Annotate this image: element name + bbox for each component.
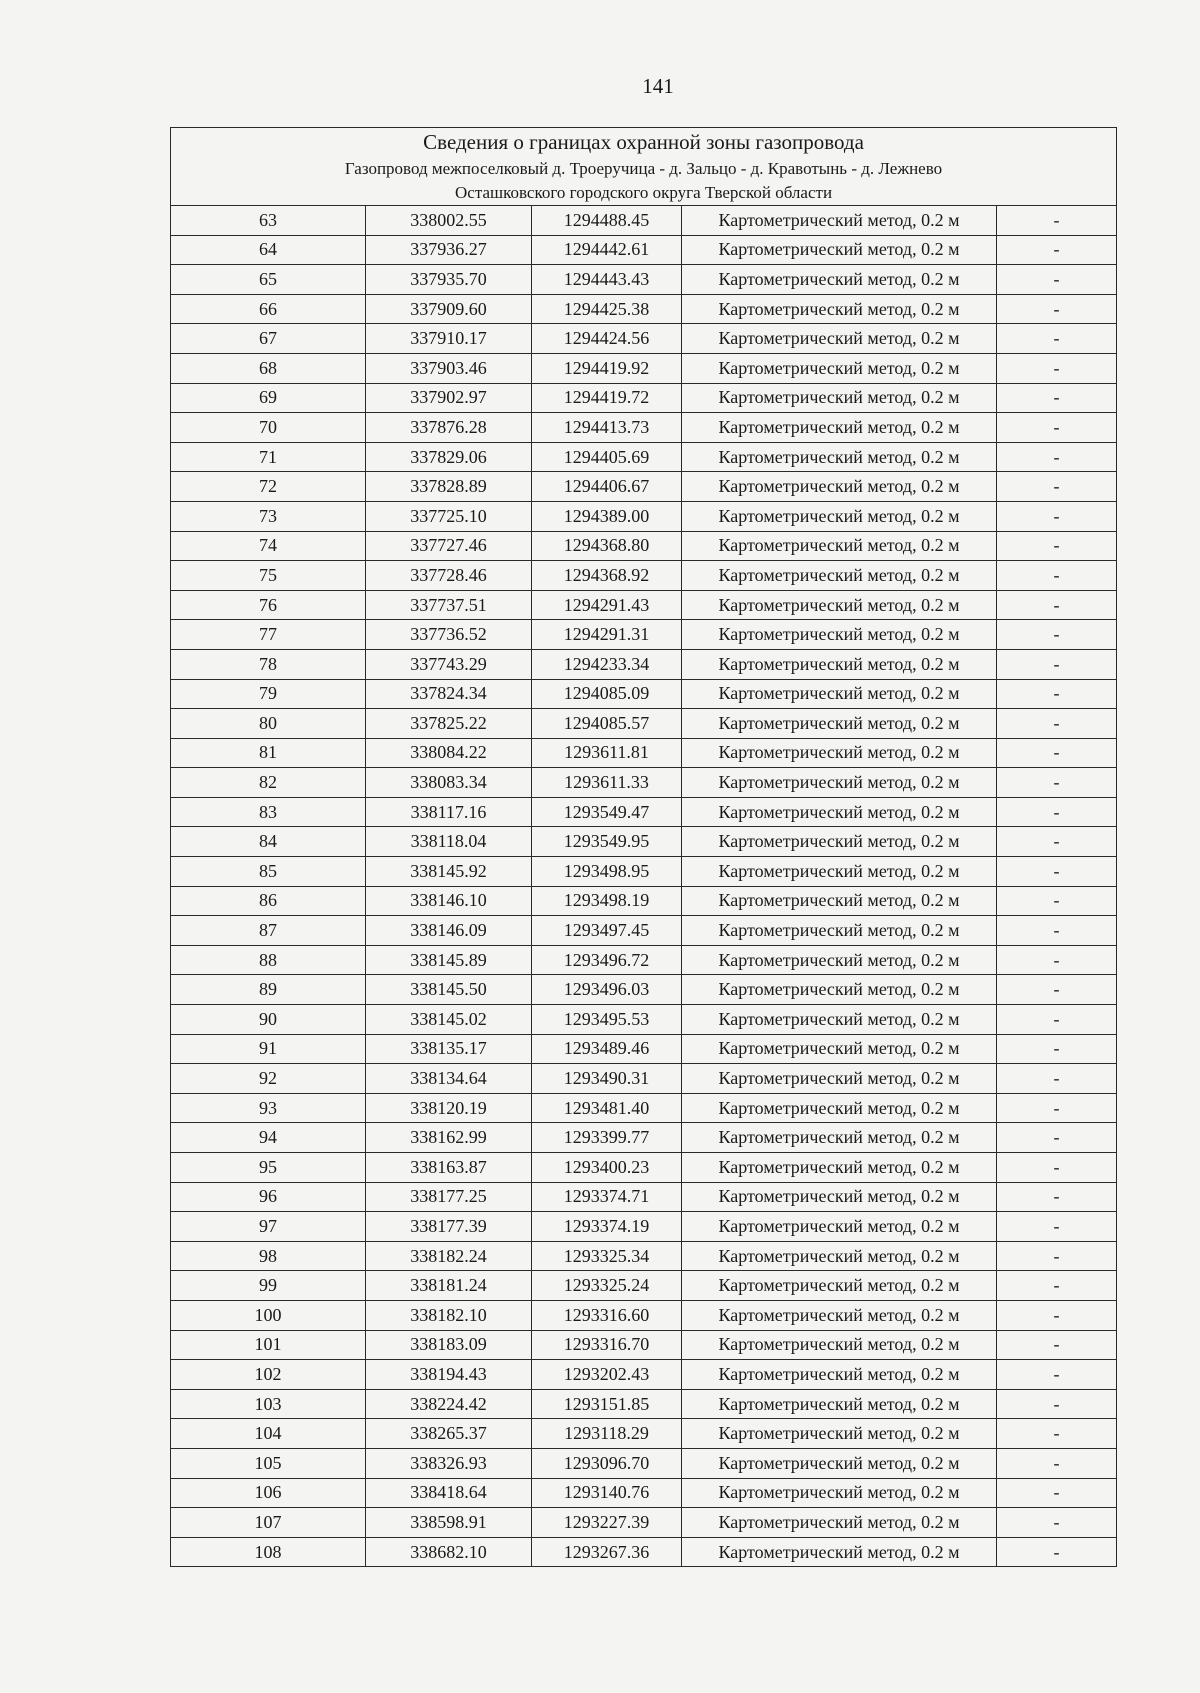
method-cell: Картометрический метод, 0.2 м (682, 1419, 997, 1449)
note-cell: - (997, 413, 1117, 443)
x-coordinate-cell: 338134.64 (366, 1064, 532, 1094)
x-coordinate-cell: 337910.17 (366, 324, 532, 354)
table-row (171, 1064, 1117, 1094)
table-row (171, 265, 1117, 295)
table-row (171, 768, 1117, 798)
point-number-cell: 108 (171, 1537, 366, 1567)
y-coordinate-cell: 1294368.80 (532, 531, 682, 561)
point-number-cell: 78 (171, 649, 366, 679)
method-cell: Картометрический метод, 0.2 м (682, 1153, 997, 1183)
y-coordinate-cell: 1293316.60 (532, 1300, 682, 1330)
x-coordinate-cell: 337737.51 (366, 590, 532, 620)
table-row (171, 1478, 1117, 1508)
point-number-cell: 76 (171, 590, 366, 620)
method-cell: Картометрический метод, 0.2 м (682, 383, 997, 413)
note-cell: - (997, 353, 1117, 383)
point-number-cell: 64 (171, 235, 366, 265)
note-cell: - (997, 324, 1117, 354)
x-coordinate-cell: 338145.92 (366, 857, 532, 887)
method-cell: Картометрический метод, 0.2 м (682, 294, 997, 324)
point-number-cell: 73 (171, 501, 366, 531)
method-cell: Картометрический метод, 0.2 м (682, 1241, 997, 1271)
x-coordinate-cell: 337903.46 (366, 353, 532, 383)
point-number-cell: 74 (171, 531, 366, 561)
note-cell: - (997, 827, 1117, 857)
note-cell: - (997, 1271, 1117, 1301)
y-coordinate-cell: 1294085.57 (532, 709, 682, 739)
y-coordinate-cell: 1294425.38 (532, 294, 682, 324)
method-cell: Картометрический метод, 0.2 м (682, 590, 997, 620)
point-number-cell: 80 (171, 709, 366, 739)
note-cell: - (997, 797, 1117, 827)
table-row (171, 1330, 1117, 1360)
y-coordinate-cell: 1293374.19 (532, 1212, 682, 1242)
y-coordinate-cell: 1293496.03 (532, 975, 682, 1005)
point-number-cell: 75 (171, 561, 366, 591)
x-coordinate-cell: 338182.10 (366, 1300, 532, 1330)
method-cell: Картометрический метод, 0.2 м (682, 1508, 997, 1538)
y-coordinate-cell: 1294406.67 (532, 472, 682, 502)
note-cell: - (997, 472, 1117, 502)
table-row (171, 1034, 1117, 1064)
x-coordinate-cell: 338146.10 (366, 886, 532, 916)
table-row (171, 531, 1117, 561)
note-cell: - (997, 1360, 1117, 1390)
table-row (171, 857, 1117, 887)
note-cell: - (997, 206, 1117, 236)
note-cell: - (997, 501, 1117, 531)
x-coordinate-cell: 338118.04 (366, 827, 532, 857)
method-cell: Картометрический метод, 0.2 м (682, 620, 997, 650)
point-number-cell: 92 (171, 1064, 366, 1094)
point-number-cell: 105 (171, 1448, 366, 1478)
table-row (171, 649, 1117, 679)
note-cell: - (997, 1537, 1117, 1567)
y-coordinate-cell: 1293549.95 (532, 827, 682, 857)
table-body (171, 206, 1117, 1567)
note-cell: - (997, 1064, 1117, 1094)
x-coordinate-cell: 337935.70 (366, 265, 532, 295)
x-coordinate-cell: 338145.50 (366, 975, 532, 1005)
x-coordinate-cell: 338002.55 (366, 206, 532, 236)
y-coordinate-cell: 1293611.33 (532, 768, 682, 798)
note-cell: - (997, 442, 1117, 472)
note-cell: - (997, 1241, 1117, 1271)
y-coordinate-cell: 1294442.61 (532, 235, 682, 265)
method-cell: Картометрический метод, 0.2 м (682, 1478, 997, 1508)
table-row (171, 294, 1117, 324)
table-row (171, 383, 1117, 413)
method-cell: Картометрический метод, 0.2 м (682, 827, 997, 857)
x-coordinate-cell: 337828.89 (366, 472, 532, 502)
method-cell: Картометрический метод, 0.2 м (682, 1389, 997, 1419)
table-subtitle-row (171, 157, 1117, 206)
x-coordinate-cell: 338083.34 (366, 768, 532, 798)
y-coordinate-cell: 1293489.46 (532, 1034, 682, 1064)
point-number-cell: 99 (171, 1271, 366, 1301)
method-cell: Картометрический метод, 0.2 м (682, 1448, 997, 1478)
method-cell: Картометрический метод, 0.2 м (682, 1360, 997, 1390)
point-number-cell: 85 (171, 857, 366, 887)
point-number-cell: 79 (171, 679, 366, 709)
note-cell: - (997, 1153, 1117, 1183)
note-cell: - (997, 1508, 1117, 1538)
method-cell: Картометрический метод, 0.2 м (682, 324, 997, 354)
y-coordinate-cell: 1294419.92 (532, 353, 682, 383)
point-number-cell: 86 (171, 886, 366, 916)
note-cell: - (997, 265, 1117, 295)
table-row (171, 206, 1117, 236)
x-coordinate-cell: 338224.42 (366, 1389, 532, 1419)
y-coordinate-cell: 1293399.77 (532, 1123, 682, 1153)
x-coordinate-cell: 338177.25 (366, 1182, 532, 1212)
x-coordinate-cell: 338194.43 (366, 1360, 532, 1390)
point-number-cell: 68 (171, 353, 366, 383)
method-cell: Картометрический метод, 0.2 м (682, 1330, 997, 1360)
y-coordinate-cell: 1293267.36 (532, 1537, 682, 1567)
y-coordinate-cell: 1293400.23 (532, 1153, 682, 1183)
point-number-cell: 107 (171, 1508, 366, 1538)
point-number-cell: 106 (171, 1478, 366, 1508)
y-coordinate-cell: 1294413.73 (532, 413, 682, 443)
x-coordinate-cell: 337725.10 (366, 501, 532, 531)
point-number-cell: 93 (171, 1093, 366, 1123)
note-cell: - (997, 649, 1117, 679)
note-cell: - (997, 945, 1117, 975)
point-number-cell: 101 (171, 1330, 366, 1360)
y-coordinate-cell: 1293498.19 (532, 886, 682, 916)
y-coordinate-cell: 1294443.43 (532, 265, 682, 295)
method-cell: Картометрический метод, 0.2 м (682, 679, 997, 709)
table-row (171, 1182, 1117, 1212)
note-cell: - (997, 916, 1117, 946)
table-row (171, 709, 1117, 739)
table-row (171, 620, 1117, 650)
y-coordinate-cell: 1294368.92 (532, 561, 682, 591)
method-cell: Картометрический метод, 0.2 м (682, 442, 997, 472)
method-cell: Картометрический метод, 0.2 м (682, 472, 997, 502)
x-coordinate-cell: 337936.27 (366, 235, 532, 265)
table-row (171, 886, 1117, 916)
method-cell: Картометрический метод, 0.2 м (682, 531, 997, 561)
x-coordinate-cell: 338145.02 (366, 1005, 532, 1035)
method-cell: Картометрический метод, 0.2 м (682, 1093, 997, 1123)
point-number-cell: 77 (171, 620, 366, 650)
x-coordinate-cell: 338682.10 (366, 1537, 532, 1567)
point-number-cell: 81 (171, 738, 366, 768)
point-number-cell: 98 (171, 1241, 366, 1271)
table-row (171, 324, 1117, 354)
point-number-cell: 70 (171, 413, 366, 443)
x-coordinate-cell: 337909.60 (366, 294, 532, 324)
y-coordinate-cell: 1293496.72 (532, 945, 682, 975)
note-cell: - (997, 1093, 1117, 1123)
method-cell: Картометрический метод, 0.2 м (682, 1537, 997, 1567)
note-cell: - (997, 679, 1117, 709)
method-cell: Картометрический метод, 0.2 м (682, 886, 997, 916)
method-cell: Картометрический метод, 0.2 м (682, 206, 997, 236)
x-coordinate-cell: 337728.46 (366, 561, 532, 591)
method-cell: Картометрический метод, 0.2 м (682, 501, 997, 531)
y-coordinate-cell: 1293227.39 (532, 1508, 682, 1538)
table-row (171, 1508, 1117, 1538)
y-coordinate-cell: 1293490.31 (532, 1064, 682, 1094)
method-cell: Картометрический метод, 0.2 м (682, 265, 997, 295)
method-cell: Картометрический метод, 0.2 м (682, 797, 997, 827)
y-coordinate-cell: 1293374.71 (532, 1182, 682, 1212)
note-cell: - (997, 1300, 1117, 1330)
method-cell: Картометрический метод, 0.2 м (682, 1064, 997, 1094)
table-row (171, 501, 1117, 531)
note-cell: - (997, 383, 1117, 413)
method-cell: Картометрический метод, 0.2 м (682, 1034, 997, 1064)
y-coordinate-cell: 1294085.09 (532, 679, 682, 709)
y-coordinate-cell: 1294405.69 (532, 442, 682, 472)
note-cell: - (997, 768, 1117, 798)
x-coordinate-cell: 338598.91 (366, 1508, 532, 1538)
table-row (171, 1241, 1117, 1271)
point-number-cell: 103 (171, 1389, 366, 1419)
table-row (171, 1300, 1117, 1330)
y-coordinate-cell: 1294389.00 (532, 501, 682, 531)
x-coordinate-cell: 338117.16 (366, 797, 532, 827)
table-row (171, 413, 1117, 443)
x-coordinate-cell: 337743.29 (366, 649, 532, 679)
note-cell: - (997, 1182, 1117, 1212)
x-coordinate-cell: 338326.93 (366, 1448, 532, 1478)
protection-zone-table (170, 127, 1117, 1567)
x-coordinate-cell: 338265.37 (366, 1419, 532, 1449)
table-row (171, 1123, 1117, 1153)
table-title: Сведения о границах охранной зоны газопровода (171, 128, 1117, 158)
method-cell: Картометрический метод, 0.2 м (682, 1212, 997, 1242)
page-number: 141 (642, 74, 674, 98)
y-coordinate-cell: 1293316.70 (532, 1330, 682, 1360)
y-coordinate-cell: 1293118.29 (532, 1419, 682, 1449)
y-coordinate-cell: 1293140.76 (532, 1478, 682, 1508)
point-number-cell: 67 (171, 324, 366, 354)
x-coordinate-cell: 338418.64 (366, 1478, 532, 1508)
table-row (171, 1537, 1117, 1567)
table-row (171, 235, 1117, 265)
y-coordinate-cell: 1293096.70 (532, 1448, 682, 1478)
table-row (171, 590, 1117, 620)
x-coordinate-cell: 338163.87 (366, 1153, 532, 1183)
x-coordinate-cell: 338145.89 (366, 945, 532, 975)
table-row (171, 916, 1117, 946)
note-cell: - (997, 1034, 1117, 1064)
point-number-cell: 83 (171, 797, 366, 827)
note-cell: - (997, 1212, 1117, 1242)
method-cell: Картометрический метод, 0.2 м (682, 1300, 997, 1330)
point-number-cell: 97 (171, 1212, 366, 1242)
table-row (171, 1360, 1117, 1390)
table-row (171, 827, 1117, 857)
x-coordinate-cell: 338162.99 (366, 1123, 532, 1153)
note-cell: - (997, 1389, 1117, 1419)
x-coordinate-cell: 337727.46 (366, 531, 532, 561)
table-row (171, 1448, 1117, 1478)
note-cell: - (997, 1448, 1117, 1478)
method-cell: Картометрический метод, 0.2 м (682, 916, 997, 946)
y-coordinate-cell: 1294424.56 (532, 324, 682, 354)
method-cell: Картометрический метод, 0.2 м (682, 235, 997, 265)
table-row (171, 561, 1117, 591)
point-number-cell: 91 (171, 1034, 366, 1064)
point-number-cell: 66 (171, 294, 366, 324)
point-number-cell: 82 (171, 768, 366, 798)
table-subtitle-line-2: Осташковского городского округа Тверской области (455, 183, 833, 202)
note-cell: - (997, 1005, 1117, 1035)
method-cell: Картометрический метод, 0.2 м (682, 1182, 997, 1212)
table-title-row (171, 128, 1117, 158)
note-cell: - (997, 857, 1117, 887)
x-coordinate-cell: 338177.39 (366, 1212, 532, 1242)
x-coordinate-cell: 337876.28 (366, 413, 532, 443)
x-coordinate-cell: 338181.24 (366, 1271, 532, 1301)
method-cell: Картометрический метод, 0.2 м (682, 561, 997, 591)
x-coordinate-cell: 338084.22 (366, 738, 532, 768)
y-coordinate-cell: 1293611.81 (532, 738, 682, 768)
note-cell: - (997, 294, 1117, 324)
point-number-cell: 102 (171, 1360, 366, 1390)
point-number-cell: 90 (171, 1005, 366, 1035)
table-row (171, 1389, 1117, 1419)
table-row (171, 1212, 1117, 1242)
note-cell: - (997, 561, 1117, 591)
y-coordinate-cell: 1293481.40 (532, 1093, 682, 1123)
method-cell: Картометрический метод, 0.2 м (682, 768, 997, 798)
table-row (171, 1093, 1117, 1123)
point-number-cell: 95 (171, 1153, 366, 1183)
table-row (171, 353, 1117, 383)
point-number-cell: 65 (171, 265, 366, 295)
method-cell: Картометрический метод, 0.2 м (682, 649, 997, 679)
note-cell: - (997, 235, 1117, 265)
note-cell: - (997, 620, 1117, 650)
method-cell: Картометрический метод, 0.2 м (682, 1271, 997, 1301)
x-coordinate-cell: 337824.34 (366, 679, 532, 709)
x-coordinate-cell: 337736.52 (366, 620, 532, 650)
table-subtitle (171, 157, 1117, 206)
note-cell: - (997, 709, 1117, 739)
table-row (171, 1005, 1117, 1035)
point-number-cell: 96 (171, 1182, 366, 1212)
y-coordinate-cell: 1293325.24 (532, 1271, 682, 1301)
note-cell: - (997, 1123, 1117, 1153)
x-coordinate-cell: 338183.09 (366, 1330, 532, 1360)
method-cell: Картометрический метод, 0.2 м (682, 353, 997, 383)
y-coordinate-cell: 1293151.85 (532, 1389, 682, 1419)
method-cell: Картометрический метод, 0.2 м (682, 413, 997, 443)
table-row (171, 797, 1117, 827)
point-number-cell: 89 (171, 975, 366, 1005)
note-cell: - (997, 975, 1117, 1005)
method-cell: Картометрический метод, 0.2 м (682, 975, 997, 1005)
y-coordinate-cell: 1293549.47 (532, 797, 682, 827)
point-number-cell: 94 (171, 1123, 366, 1153)
method-cell: Картометрический метод, 0.2 м (682, 945, 997, 975)
table-row (171, 945, 1117, 975)
y-coordinate-cell: 1293325.34 (532, 1241, 682, 1271)
x-coordinate-cell: 338182.24 (366, 1241, 532, 1271)
y-coordinate-cell: 1294419.72 (532, 383, 682, 413)
table-row (171, 442, 1117, 472)
x-coordinate-cell: 338120.19 (366, 1093, 532, 1123)
x-coordinate-cell: 338135.17 (366, 1034, 532, 1064)
y-coordinate-cell: 1294291.43 (532, 590, 682, 620)
note-cell: - (997, 886, 1117, 916)
method-cell: Картометрический метод, 0.2 м (682, 1123, 997, 1153)
y-coordinate-cell: 1293498.95 (532, 857, 682, 887)
y-coordinate-cell: 1294488.45 (532, 206, 682, 236)
x-coordinate-cell: 337902.97 (366, 383, 532, 413)
x-coordinate-cell: 337829.06 (366, 442, 532, 472)
y-coordinate-cell: 1293202.43 (532, 1360, 682, 1390)
y-coordinate-cell: 1293497.45 (532, 916, 682, 946)
note-cell: - (997, 1478, 1117, 1508)
table-row (171, 738, 1117, 768)
table-row (171, 472, 1117, 502)
point-number-cell: 69 (171, 383, 366, 413)
table-row (171, 975, 1117, 1005)
point-number-cell: 88 (171, 945, 366, 975)
point-number-cell: 72 (171, 472, 366, 502)
note-cell: - (997, 738, 1117, 768)
x-coordinate-cell: 338146.09 (366, 916, 532, 946)
point-number-cell: 71 (171, 442, 366, 472)
x-coordinate-cell: 337825.22 (366, 709, 532, 739)
y-coordinate-cell: 1294233.34 (532, 649, 682, 679)
note-cell: - (997, 590, 1117, 620)
point-number-cell: 87 (171, 916, 366, 946)
note-cell: - (997, 531, 1117, 561)
table-subtitle-line-1: Газопровод межпоселковый д. Троеручица - д. Зальцо - д. Кравотынь - д. Лежнево (344, 159, 943, 178)
point-number-cell: 63 (171, 206, 366, 236)
method-cell: Картометрический метод, 0.2 м (682, 857, 997, 887)
y-coordinate-cell: 1293495.53 (532, 1005, 682, 1035)
point-number-cell: 104 (171, 1419, 366, 1449)
point-number-cell: 100 (171, 1300, 366, 1330)
table-row (171, 679, 1117, 709)
table-row (171, 1271, 1117, 1301)
note-cell: - (997, 1419, 1117, 1449)
method-cell: Картометрический метод, 0.2 м (682, 1005, 997, 1035)
y-coordinate-cell: 1294291.31 (532, 620, 682, 650)
table-row (171, 1419, 1117, 1449)
note-cell: - (997, 1330, 1117, 1360)
point-number-cell: 84 (171, 827, 366, 857)
table-row (171, 1153, 1117, 1183)
method-cell: Картометрический метод, 0.2 м (682, 709, 997, 739)
method-cell: Картометрический метод, 0.2 м (682, 738, 997, 768)
